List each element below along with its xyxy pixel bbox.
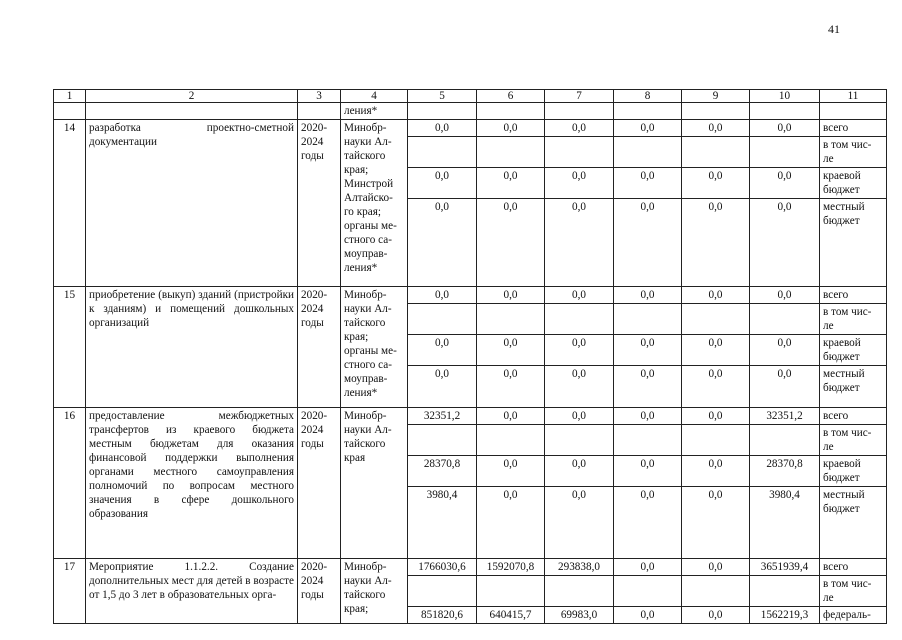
- table-cell: [545, 103, 614, 120]
- funding-source-cell: всего: [820, 559, 887, 576]
- amount-cell: 0,0: [477, 199, 545, 287]
- measure-name-cell: приобретение (выкуп) зданий (пристройки к зданиям) и помещений дошкольных организаций: [86, 287, 298, 408]
- table-row: [54, 287, 887, 304]
- amount-cell: 1592070,8: [477, 559, 545, 576]
- amount-cell: 32351,2: [408, 408, 477, 425]
- column-header: 4: [341, 90, 408, 103]
- column-header: 10: [750, 90, 820, 103]
- funding-source-cell: в том чис- ле: [820, 137, 887, 168]
- amount-cell: [614, 576, 682, 607]
- amount-cell: 3980,4: [408, 487, 477, 559]
- amount-cell: 0,0: [545, 335, 614, 366]
- amount-cell: 0,0: [750, 168, 820, 199]
- years-cell: 2020- 2024 годы: [298, 559, 341, 624]
- funding-source-cell: в том чис- ле: [820, 425, 887, 456]
- amount-cell: 69983,0: [545, 607, 614, 624]
- amount-cell: [682, 137, 750, 168]
- amount-cell: 3980,4: [750, 487, 820, 559]
- table-cell: [408, 103, 477, 120]
- amount-cell: 0,0: [477, 287, 545, 304]
- amount-cell: 851820,6: [408, 607, 477, 624]
- funding-source-cell: местный бюджет: [820, 366, 887, 408]
- amount-cell: [682, 576, 750, 607]
- responsible-cell: Минобр- науки Ал- тайского края: [341, 408, 408, 559]
- amount-cell: 0,0: [614, 335, 682, 366]
- amount-cell: 0,0: [682, 607, 750, 624]
- amount-cell: 0,0: [545, 456, 614, 487]
- funding-source-cell: местный бюджет: [820, 487, 887, 559]
- amount-cell: 0,0: [614, 559, 682, 576]
- table-cell: [614, 103, 682, 120]
- amount-cell: 0,0: [682, 487, 750, 559]
- amount-cell: 0,0: [750, 120, 820, 137]
- amount-cell: 0,0: [545, 487, 614, 559]
- funding-source-cell: всего: [820, 120, 887, 137]
- column-header: 1: [54, 90, 86, 103]
- amount-cell: 3651939,4: [750, 559, 820, 576]
- amount-cell: 0,0: [750, 287, 820, 304]
- funding-source-cell: всего: [820, 287, 887, 304]
- amount-cell: 0,0: [614, 199, 682, 287]
- amount-cell: 1766030,6: [408, 559, 477, 576]
- amount-cell: [477, 137, 545, 168]
- table-cell: [820, 103, 887, 120]
- amount-cell: 0,0: [545, 120, 614, 137]
- amount-cell: [408, 137, 477, 168]
- responsible-cell: Минобр- науки Ал- тайского края; органы ме- стного са- моуправ- ления*: [341, 287, 408, 408]
- amount-cell: 0,0: [682, 335, 750, 366]
- measure-name-cell: Мероприятие 1.1.2.2. Создание дополнительных мест для детей в возрасте от 1,5 до 3 лет в образовательных орга-: [86, 559, 298, 624]
- amount-cell: 0,0: [408, 168, 477, 199]
- amount-cell: 0,0: [545, 287, 614, 304]
- column-header: 5: [408, 90, 477, 103]
- responsible-cell: ления*: [341, 103, 408, 120]
- row-number-cell: 16: [54, 408, 86, 559]
- amount-cell: 0,0: [682, 199, 750, 287]
- column-header: 11: [820, 90, 887, 103]
- years-cell: 2020- 2024 годы: [298, 287, 341, 408]
- funding-source-cell: в том чис- ле: [820, 576, 887, 607]
- amount-cell: [750, 137, 820, 168]
- table-row: [54, 408, 887, 425]
- amount-cell: 0,0: [545, 408, 614, 425]
- amount-cell: 28370,8: [408, 456, 477, 487]
- amount-cell: 0,0: [750, 199, 820, 287]
- amount-cell: 0,0: [614, 168, 682, 199]
- amount-cell: 0,0: [682, 559, 750, 576]
- row-number-cell: 15: [54, 287, 86, 408]
- table-cell: [86, 103, 298, 120]
- amount-cell: [614, 137, 682, 168]
- amount-cell: 0,0: [614, 120, 682, 137]
- amount-cell: [750, 576, 820, 607]
- amount-cell: [750, 425, 820, 456]
- responsible-cell: Минобр- науки Ал- тайского края;: [341, 559, 408, 624]
- amount-cell: [614, 425, 682, 456]
- amount-cell: 0,0: [477, 366, 545, 408]
- amount-cell: [682, 425, 750, 456]
- amount-cell: 640415,7: [477, 607, 545, 624]
- amount-cell: 0,0: [477, 408, 545, 425]
- amount-cell: 28370,8: [750, 456, 820, 487]
- amount-cell: 293838,0: [545, 559, 614, 576]
- amount-cell: 0,0: [408, 120, 477, 137]
- amount-cell: 0,0: [408, 199, 477, 287]
- amount-cell: [408, 576, 477, 607]
- amount-cell: 0,0: [614, 287, 682, 304]
- amount-cell: 1562219,3: [750, 607, 820, 624]
- amount-cell: 0,0: [750, 366, 820, 408]
- amount-cell: [614, 304, 682, 335]
- measure-name-cell: предоставление межбюджетных трансфертов из краевого бюджета местным бюджетам для оказания финансовой поддержки выполнения органами местного самоуправления полномочий по вопросам местного значения в сфере дошкольного образования: [86, 408, 298, 559]
- table-cell: [682, 103, 750, 120]
- table-cell: [477, 103, 545, 120]
- amount-cell: [545, 304, 614, 335]
- amount-cell: [682, 304, 750, 335]
- amount-cell: [408, 425, 477, 456]
- amount-cell: [545, 137, 614, 168]
- funding-source-cell: в том чис- ле: [820, 304, 887, 335]
- responsible-cell: Минобр- науки Ал- тайского края; Минстрой Алтайско- го края; органы ме- стного са- моуправ- ления*: [341, 120, 408, 287]
- page-number: 41: [828, 22, 840, 36]
- amount-cell: 0,0: [477, 168, 545, 199]
- years-cell: 2020- 2024 годы: [298, 120, 341, 287]
- amount-cell: [545, 425, 614, 456]
- amount-cell: 0,0: [750, 335, 820, 366]
- amount-cell: 0,0: [408, 335, 477, 366]
- amount-cell: 0,0: [682, 287, 750, 304]
- amount-cell: 0,0: [614, 607, 682, 624]
- amount-cell: [408, 304, 477, 335]
- funding-source-cell: краевой бюджет: [820, 335, 887, 366]
- column-header: 3: [298, 90, 341, 103]
- table-row: [54, 120, 887, 137]
- amount-cell: 0,0: [545, 366, 614, 408]
- column-header: 6: [477, 90, 545, 103]
- table-cell: [298, 103, 341, 120]
- column-header: 9: [682, 90, 750, 103]
- column-header: 2: [86, 90, 298, 103]
- measure-name-cell: разработка проектно-сметной документации: [86, 120, 298, 287]
- amount-cell: [477, 576, 545, 607]
- amount-cell: 0,0: [682, 456, 750, 487]
- funding-source-cell: всего: [820, 408, 887, 425]
- amount-cell: 0,0: [614, 408, 682, 425]
- row-number-cell: 14: [54, 120, 86, 287]
- table-cell: [54, 103, 86, 120]
- amount-cell: 0,0: [682, 168, 750, 199]
- amount-cell: 0,0: [408, 366, 477, 408]
- continuation-row: [54, 103, 887, 120]
- funding-source-cell: местный бюджет: [820, 199, 887, 287]
- amount-cell: 32351,2: [750, 408, 820, 425]
- funding-source-cell: краевой бюджет: [820, 168, 887, 199]
- amount-cell: 0,0: [614, 456, 682, 487]
- amount-cell: 0,0: [408, 287, 477, 304]
- amount-cell: [477, 425, 545, 456]
- amount-cell: 0,0: [682, 120, 750, 137]
- column-number-row: [54, 90, 887, 103]
- amount-cell: [545, 576, 614, 607]
- amount-cell: 0,0: [682, 366, 750, 408]
- funding-source-cell: федераль-: [820, 607, 887, 624]
- amount-cell: 0,0: [477, 456, 545, 487]
- amount-cell: 0,0: [545, 168, 614, 199]
- amount-cell: 0,0: [477, 335, 545, 366]
- budget-table: [53, 89, 887, 624]
- amount-cell: 0,0: [545, 199, 614, 287]
- amount-cell: [750, 304, 820, 335]
- funding-source-cell: краевой бюджет: [820, 456, 887, 487]
- table-row: [54, 559, 887, 576]
- amount-cell: 0,0: [614, 487, 682, 559]
- amount-cell: [477, 304, 545, 335]
- years-cell: 2020- 2024 годы: [298, 408, 341, 559]
- column-header: 8: [614, 90, 682, 103]
- amount-cell: 0,0: [477, 120, 545, 137]
- amount-cell: 0,0: [477, 487, 545, 559]
- row-number-cell: 17: [54, 559, 86, 624]
- amount-cell: 0,0: [614, 366, 682, 408]
- table-cell: [750, 103, 820, 120]
- amount-cell: 0,0: [682, 408, 750, 425]
- column-header: 7: [545, 90, 614, 103]
